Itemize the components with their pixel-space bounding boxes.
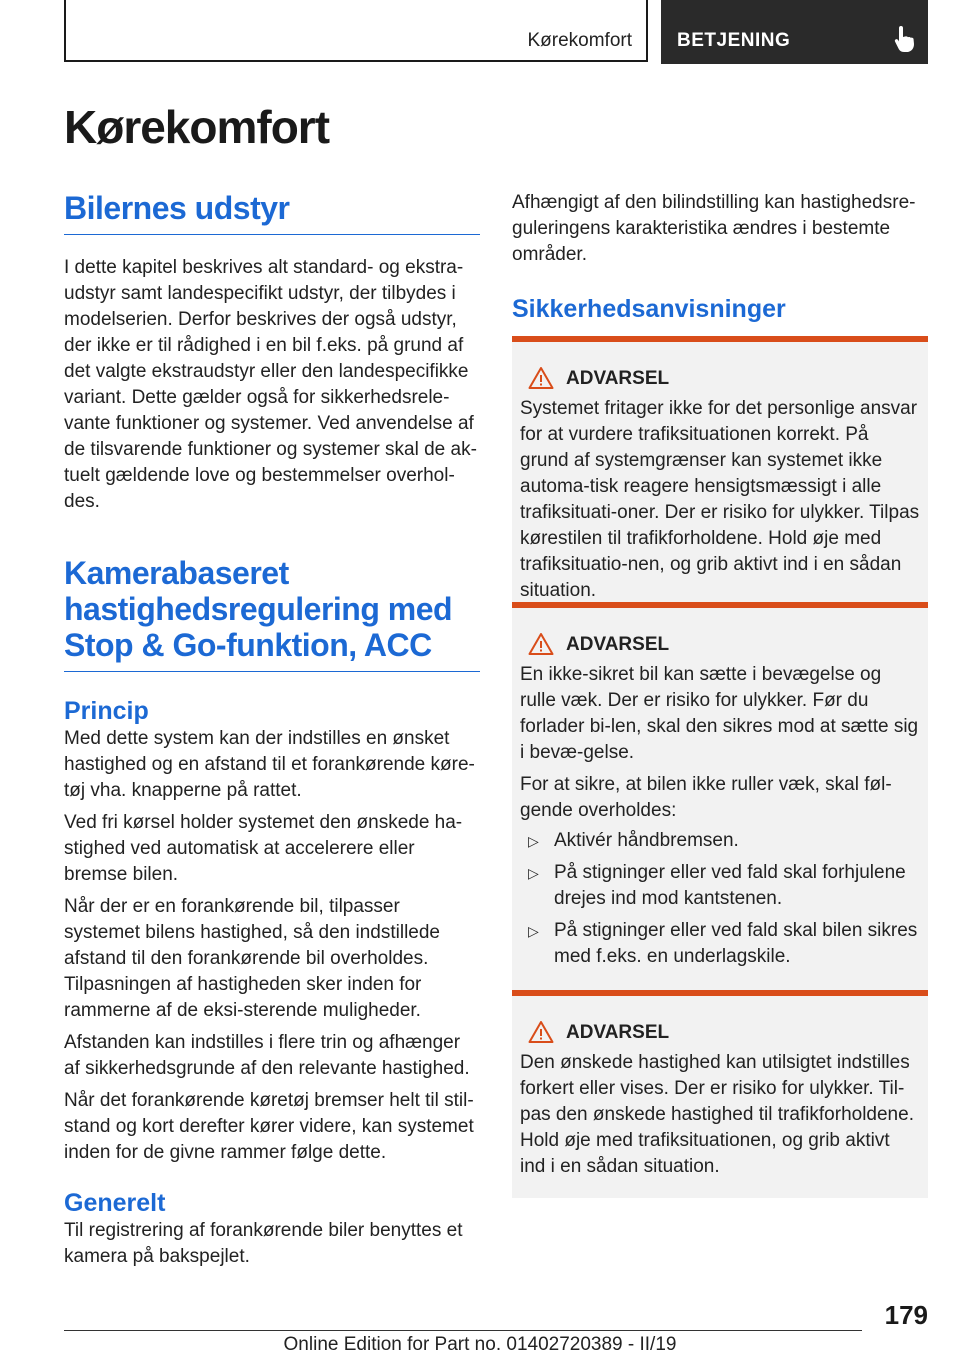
footer-divider	[64, 1330, 862, 1331]
warning-label: ADVARSEL	[566, 1022, 670, 1043]
hand-pointer-icon	[892, 24, 918, 54]
warning-box-2	[512, 602, 928, 994]
warning-header	[520, 630, 920, 662]
list-item-text: På stigninger eller ved fald skal bilen sikres med f.eks. en underlagskile.	[554, 920, 918, 967]
paragraph-princip-2: Ved fri kørsel holder systemet den ønskede ha-stighed ved automatisk at accelerere eller bremse bilen.	[64, 812, 463, 885]
right-column	[512, 190, 928, 324]
paragraph-princip-3: Når der er en forankørende bil, tilpasser systemet bilens hastighed, så den indstillede afstand til den forankørende bil overholdes. Tilpasningen af hastigheden sker inden for rammerne af de eksi-sterende muligheder.	[64, 896, 441, 1021]
header-chapter-title: BETJENING	[677, 30, 791, 51]
warning-header	[520, 364, 920, 396]
warning-triangle-icon	[528, 366, 554, 390]
footer-edition-text: Online Edition for Part no. 01402720389 - II/19	[283, 1334, 677, 1355]
list-item	[520, 918, 920, 970]
warning-text-3: Den ønskede hastighed kan utilsigtet indstilles forkert eller vises. Der er risiko for ulykker. Til-pas den ønskede hastighed til trafikforholdene. Hold øje med trafiksituationen, og grib aktivt ind i en sådan situation.	[520, 1052, 914, 1177]
warning-header	[520, 1018, 920, 1050]
header-chapter-tab	[661, 0, 928, 64]
warning-text-2a: En ikke-sikret bil kan sætte i bevægelse og rulle væk. Der er risiko for ulykker. Før du forlader bi-len, skal den sikres mod at sætte sig i bevæ-gelse.	[520, 664, 919, 763]
list-item-text: Aktivér håndbremsen.	[554, 830, 739, 851]
list-item-text: På stigninger eller ved fald skal forhjulene drejes ind mod kantstenen.	[554, 862, 906, 909]
paragraph-intro-right: Afhængigt af den bilindstilling kan hastighedsre-guleringens karakteristika ændres i bestemte områder.	[512, 192, 916, 265]
warning-text-1: Systemet fritager ikke for det personlige ansvar for at vurdere trafiksituationen korrekt. På grund af systemgrænser kan systemet ikke automa-tisk reagere hensigtsmæssigt i alle trafiksituati-oner. Der er risiko for ulykker. Tilpas kørestilen til trafikforholdene. Hold øje med trafiksituatio-nen, og grib aktivt ind i en sådan situation.	[520, 398, 920, 601]
heading-generelt: Generelt	[64, 1189, 166, 1217]
paragraph-princip-1: Med dette system kan der indstilles en ønsket hastighed og en afstand til et forankørende køre-tøj vha. knapperne på rattet.	[64, 728, 475, 801]
heading-acc: Kamerabaseret hastighedsregulering med Stop & Go-funktion, ACC	[64, 555, 480, 672]
warning-triangle-icon	[528, 632, 554, 656]
list-bullet-icon: ▷	[528, 865, 539, 881]
heading-sikkerhedsanvisninger: Sikkerhedsanvisninger	[512, 295, 786, 323]
list-bullet-icon: ▷	[528, 833, 539, 849]
list-item	[520, 828, 920, 854]
warning-list	[520, 828, 920, 970]
page-title: Kørekomfort	[64, 101, 330, 153]
list-bullet-icon: ▷	[528, 923, 539, 939]
warning-label: ADVARSEL	[566, 368, 670, 389]
paragraph-bilernes-udstyr: I dette kapitel beskrives alt standard- og ekstra-udstyr samt landespecifikt udstyr, der tilbydes i modelserien. Derfor beskrives der også udstyr, der ikke er til rådighed i en bil f.eks. på grund af det valgte ekstraudstyr eller den landespecifikke variant. Dette gælder også for sikkerhedsrele-vante funktioner og systemer. Ved anvendelse af de tilsvarende funktioner og systemer skal de ak-tuelt gældende love og bestemmelser overhol-des.	[64, 257, 477, 512]
warning-box-1	[512, 336, 928, 622]
paragraph-princip-4: Afstanden kan indstilles i flere trin og afhænger af sikkerhedsgrunde af den relevante hastighed.	[64, 1032, 470, 1079]
header-section-title: Kørekomfort	[527, 30, 632, 51]
list-item	[520, 860, 920, 912]
warning-box-3	[512, 990, 928, 1198]
paragraph-princip-5: Når det forankørende køretøj bremser helt til stil-stand og kort derefter kører videre, kan systemet inden for de givne rammer følge dette.	[64, 1090, 474, 1163]
heading-princip: Princip	[64, 697, 149, 725]
header-section-box	[64, 0, 648, 62]
left-column	[64, 190, 480, 1270]
page-header	[64, 0, 928, 64]
paragraph-generelt: Til registrering af forankørende biler benyttes et kamera på bakspejlet.	[64, 1220, 463, 1267]
warning-triangle-icon	[528, 1020, 554, 1044]
warning-label: ADVARSEL	[566, 634, 670, 655]
heading-bilernes-udstyr: Bilernes udstyr	[64, 190, 480, 235]
page-number: 179	[884, 1300, 928, 1330]
warning-text-2b: For at sikre, at bilen ikke ruller væk, skal føl-gende overholdes:	[520, 774, 892, 821]
